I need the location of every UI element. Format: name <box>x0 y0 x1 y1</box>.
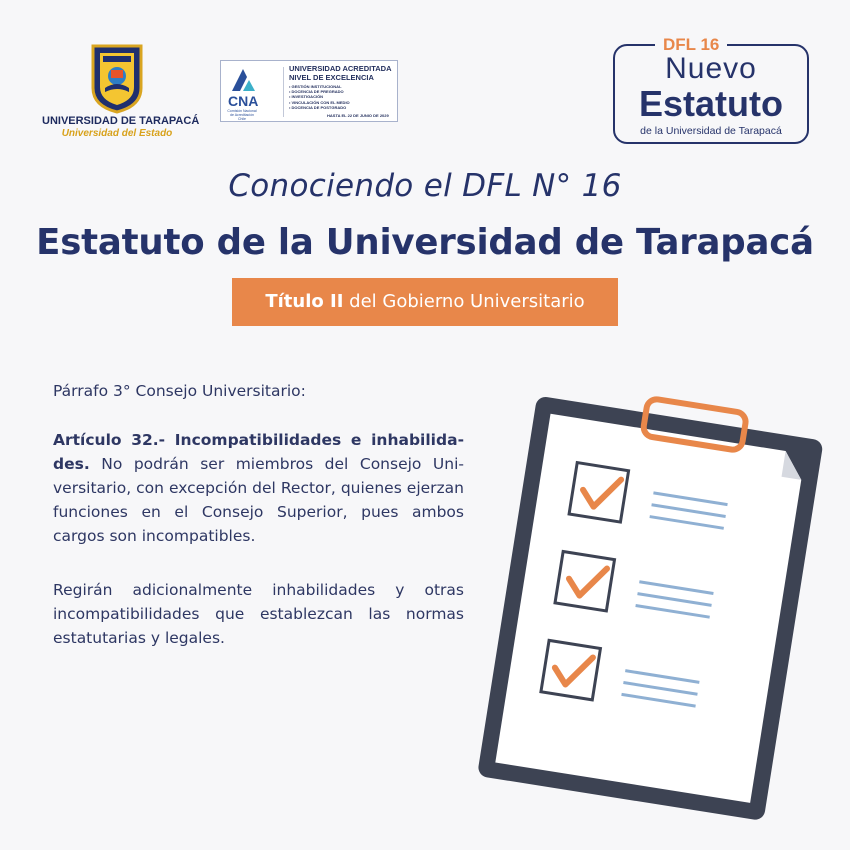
cna-area: • VINCULACIÓN CON EL MEDIO <box>289 99 350 105</box>
clipboard-checklist-icon <box>455 395 835 825</box>
cna-title-line1: UNIVERSIDAD ACREDITADA <box>289 64 392 73</box>
cna-acronym: CNA <box>228 93 259 109</box>
cna-mark-icon <box>229 67 257 93</box>
page-title: Estatuto de la Universidad de Tarapacá <box>36 222 814 263</box>
article-text <box>53 428 464 548</box>
cna-area: • DOCENCIA DE POSTGRADO <box>289 104 347 110</box>
uta-logo <box>42 44 200 142</box>
dfl-line1: Nuevo <box>665 52 757 85</box>
uta-shield-icon <box>91 44 143 114</box>
uta-subtitle: Universidad del Estado <box>61 128 173 139</box>
cna-areas-list <box>289 84 350 110</box>
article-body: No podrán ser miembros del Consejo Universitario, con excepción del Rector, quienes ejerzan funciones en el Consejo Superior, pues ambos cargos son incompatibles. <box>53 455 464 545</box>
article-title: Artículo 32.- Incompatibilidades e inhabilidades. <box>53 431 464 473</box>
cna-title <box>289 64 392 82</box>
cna-valid-until: HASTA EL 22 DE JUNIO DE 2029 <box>327 113 389 118</box>
dfl-code: DFL 16 <box>655 35 727 55</box>
page-kicker: Conociendo el DFL N° 16 <box>228 168 622 204</box>
dfl-badge <box>613 35 809 144</box>
cna-area: • DOCENCIA DE PREGRADO <box>289 89 344 95</box>
uta-name: UNIVERSIDAD DE TARAPACÁ <box>42 115 200 127</box>
section-title-bar <box>232 278 618 326</box>
paragraph-heading: Párrafo 3° Consejo Universitario: <box>53 382 306 400</box>
cna-accreditation-badge <box>220 60 398 122</box>
cna-area: • GESTIÓN INSTITUCIONAL <box>289 84 342 89</box>
dfl-line2: Estatuto <box>639 83 783 124</box>
cna-agency: Comisión Nacional de Acreditación Chile <box>227 109 257 121</box>
cna-divider <box>283 67 284 117</box>
cna-area: • INVESTIGACIÓN <box>289 94 324 100</box>
section-title-bold: Título II <box>265 291 344 312</box>
cna-title-line2: NIVEL DE EXCELENCIA <box>289 73 374 82</box>
dfl-line3: de la Universidad de Tarapacá <box>640 125 782 137</box>
section-title-rest: del Gobierno Universitario <box>343 291 585 312</box>
second-paragraph: Regirán adicionalmente inhabilidades y otras incompatibilidades que establezcan las normas estatutarias y legales. <box>53 581 464 647</box>
